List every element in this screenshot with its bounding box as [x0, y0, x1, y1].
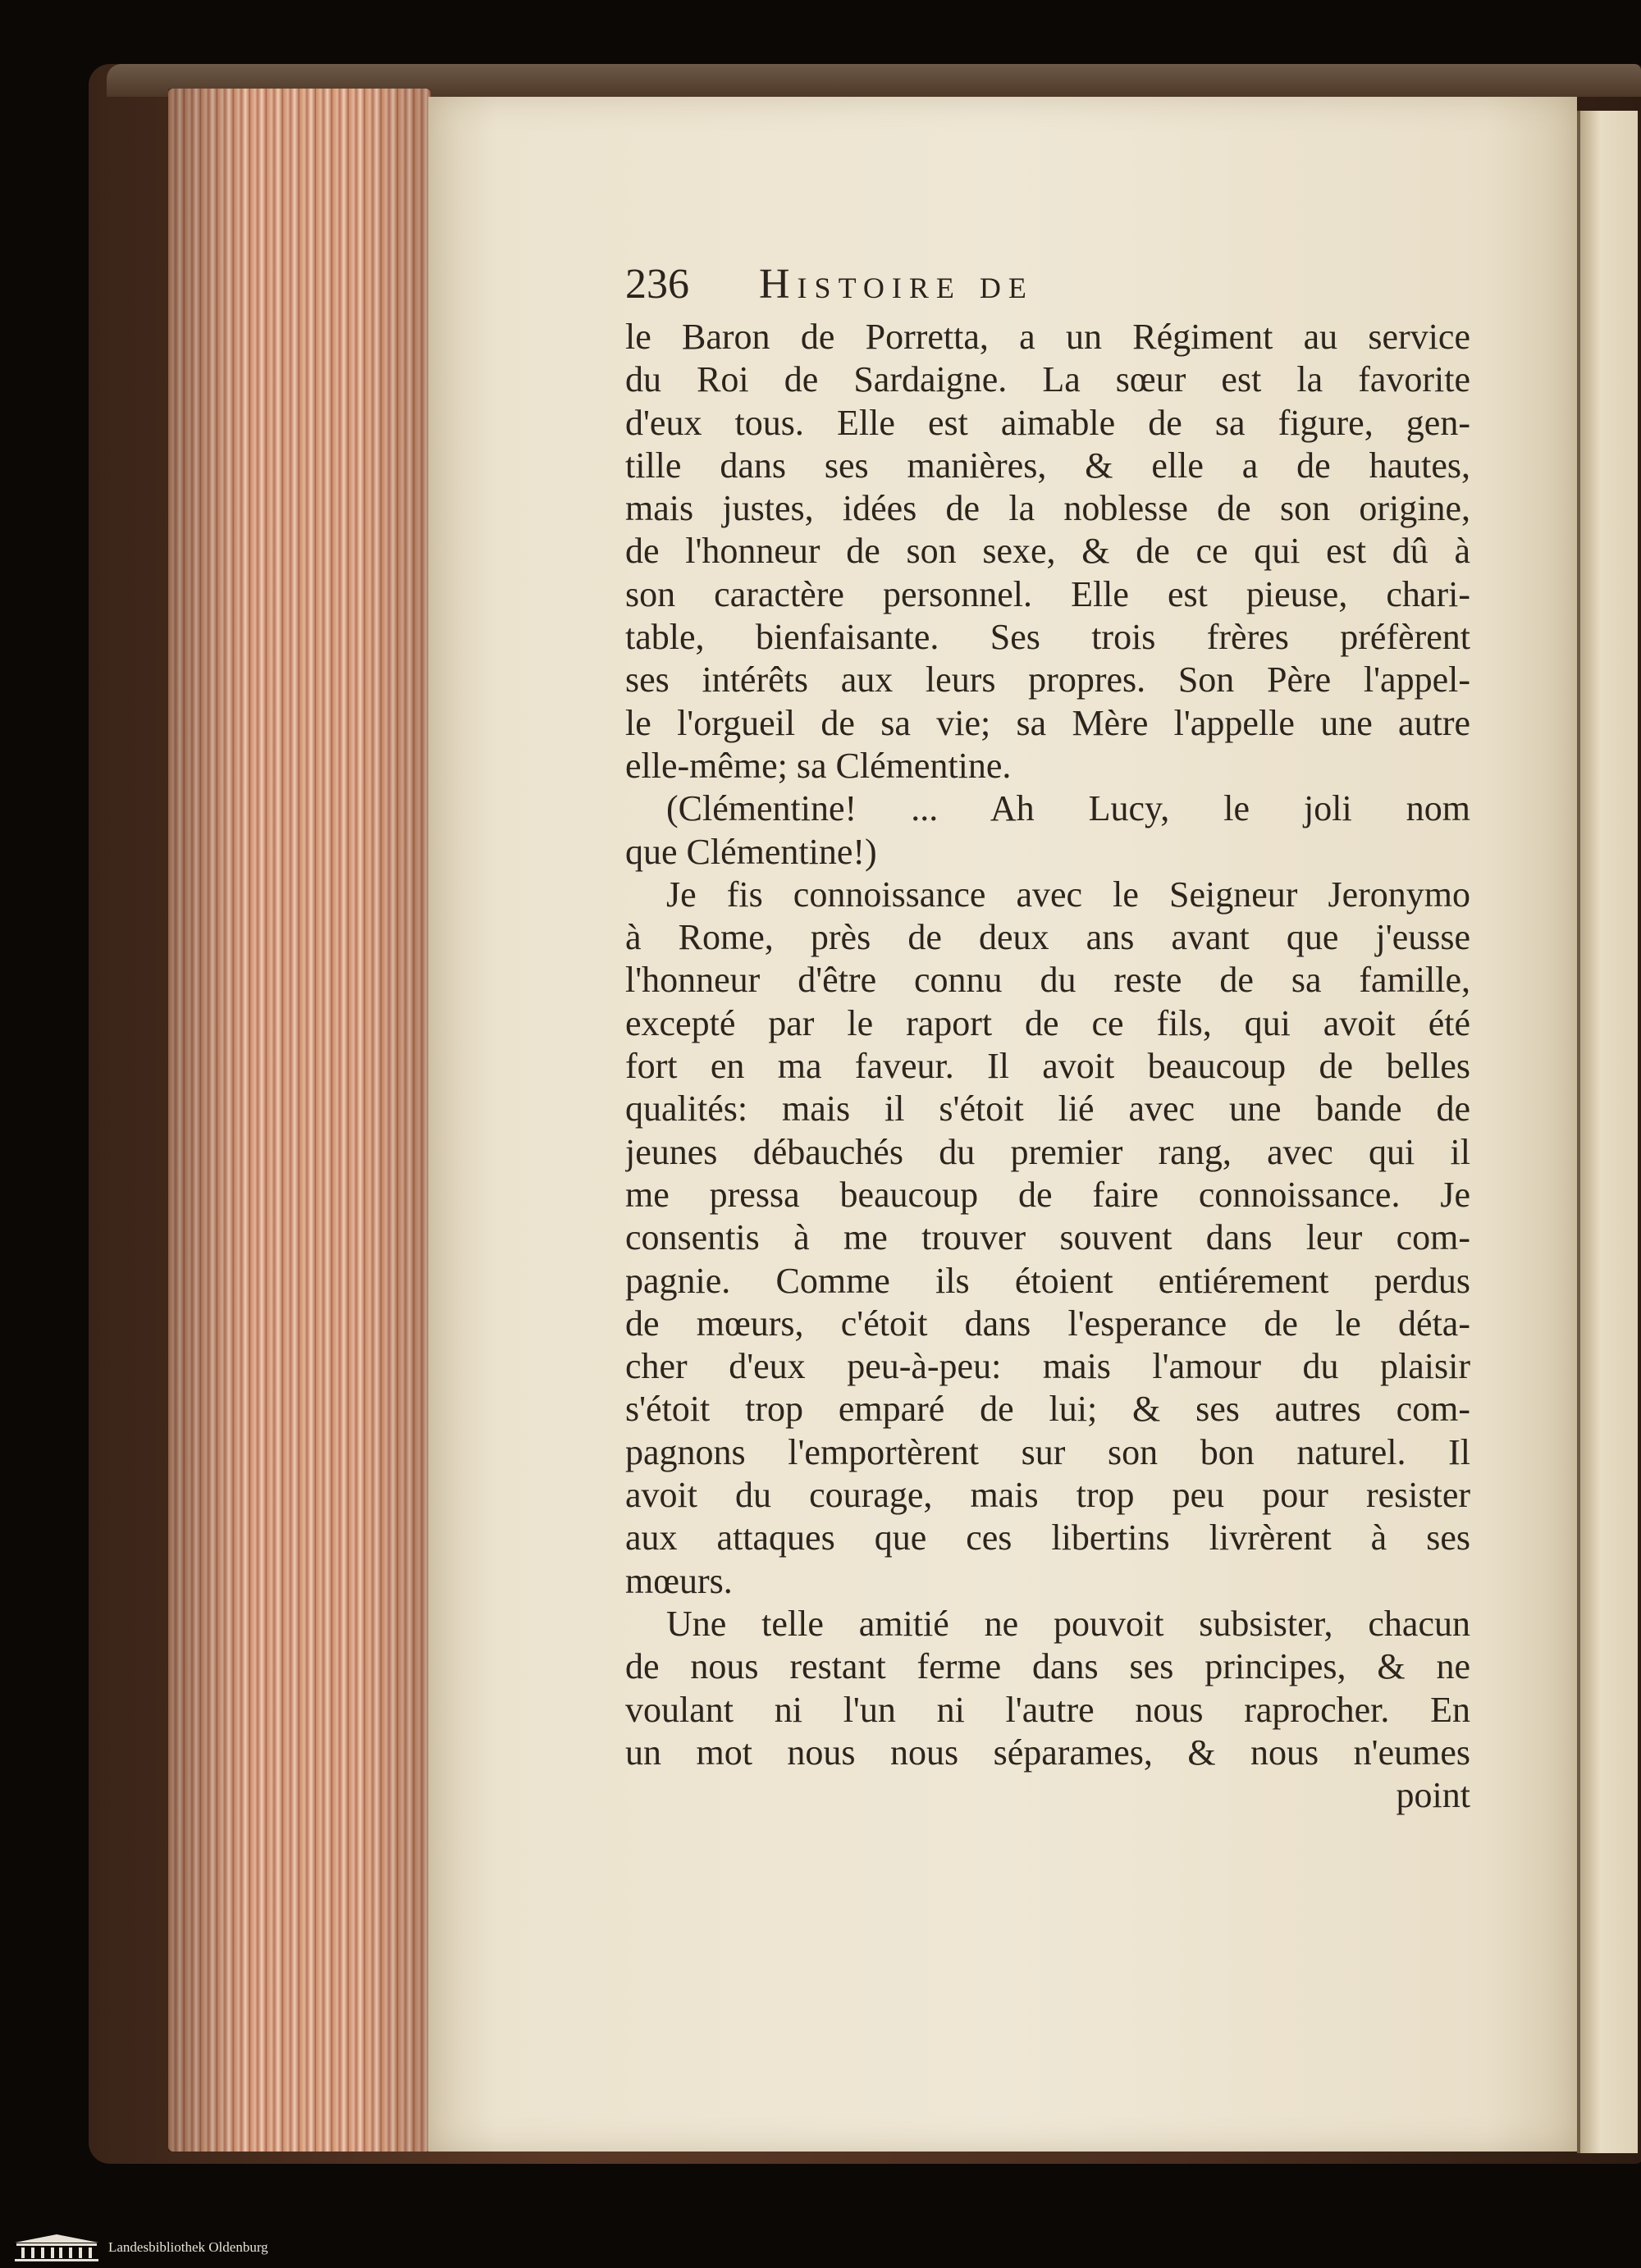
- text-line: (Clémentine! ... Ah Lucy, le joli nom: [666, 788, 1470, 829]
- running-head: [625, 256, 1470, 313]
- page-fore-edge-shade: [168, 89, 431, 2152]
- text-line: que Clémentine!): [625, 831, 877, 872]
- body-text: [625, 316, 1470, 1817]
- text-line: me pressa beaucoup de faire connoissance. Je: [625, 1174, 1470, 1215]
- text-line: table, bienfaisante. Ses trois frères préfèrent: [625, 617, 1470, 658]
- text-line: fort en ma faveur. Il avoit beaucoup de belles: [625, 1046, 1470, 1087]
- text-line: s'étoit trop emparé de lui; & ses autres com-: [625, 1389, 1470, 1430]
- text-line: ses intérêts aux leurs propres. Son Père l'appel-: [625, 659, 1470, 700]
- text-line: elle-même; sa Clémentine.: [625, 745, 1012, 786]
- text-line: mœurs.: [625, 1560, 733, 1601]
- text-line: de nous restant ferme dans ses principes, & ne: [625, 1646, 1470, 1687]
- text-line: de l'honneur de son sexe, & de ce qui est dû à: [625, 531, 1470, 572]
- text-line: de mœurs, c'étoit dans l'esperance de le déta-: [625, 1303, 1470, 1344]
- text-line: cher d'eux peu-à-peu: mais l'amour du plaisir: [625, 1346, 1470, 1387]
- text-line: avoit du courage, mais trop peu pour resister: [625, 1475, 1470, 1516]
- text-line: consentis à me trouver souvent dans leur com-: [625, 1217, 1470, 1258]
- text-line: tille dans ses manières, & elle a de hautes,: [625, 445, 1470, 486]
- text-line: jeunes débauchés du premier rang, avec qui il: [625, 1131, 1470, 1172]
- text-line: qualités: mais il s'étoit lié avec une bande de: [625, 1088, 1470, 1129]
- text-line: mais justes, idées de la noblesse de son origine,: [625, 488, 1470, 529]
- catchword: point: [1396, 1775, 1470, 1816]
- text-line: un mot nous nous séparames, & nous n'eumes: [625, 1732, 1470, 1773]
- text-line: le l'orgueil de sa vie; sa Mère l'appelle une autre: [625, 702, 1470, 743]
- page-number: 236: [625, 261, 689, 308]
- text-line: pagnons l'emportèrent sur son bon naturel. Il: [625, 1431, 1470, 1472]
- text-line: Je fis connoissance avec le Seigneur Jeronymo: [666, 874, 1470, 915]
- text-line: aux attaques que ces libertins livrèrent à ses: [625, 1517, 1470, 1558]
- text-line: le Baron de Porretta, a un Régiment au service: [625, 317, 1470, 357]
- text-line: pagnie. Comme ils étoient entiérement perdus: [625, 1260, 1470, 1301]
- library-name: Landesbibliothek Oldenburg: [108, 2239, 268, 2255]
- text-line: d'eux tous. Elle est aimable de sa figure, gen-: [625, 402, 1470, 443]
- text-line: excepté par le raport de ce fils, qui avoit été: [625, 1002, 1470, 1043]
- text-line: l'honneur d'être connu du reste de sa famille,: [625, 960, 1470, 1001]
- text-line: son caractère personnel. Elle est pieuse, chari-: [625, 573, 1470, 614]
- text-line: du Roi de Sardaigne. La sœur est la favorite: [625, 359, 1470, 400]
- running-head-title: Histoire de: [759, 261, 1034, 308]
- library-building-icon: [11, 2233, 102, 2262]
- text-line: Une telle amitié ne pouvoit subsister, chacun: [666, 1603, 1470, 1644]
- text-line: voulant ni l'un ni l'autre nous raprocher. En: [625, 1689, 1470, 1730]
- text-line: à Rome, près de deux ans avant que j'eusse: [625, 917, 1470, 958]
- facing-page-edge: [1577, 111, 1638, 2153]
